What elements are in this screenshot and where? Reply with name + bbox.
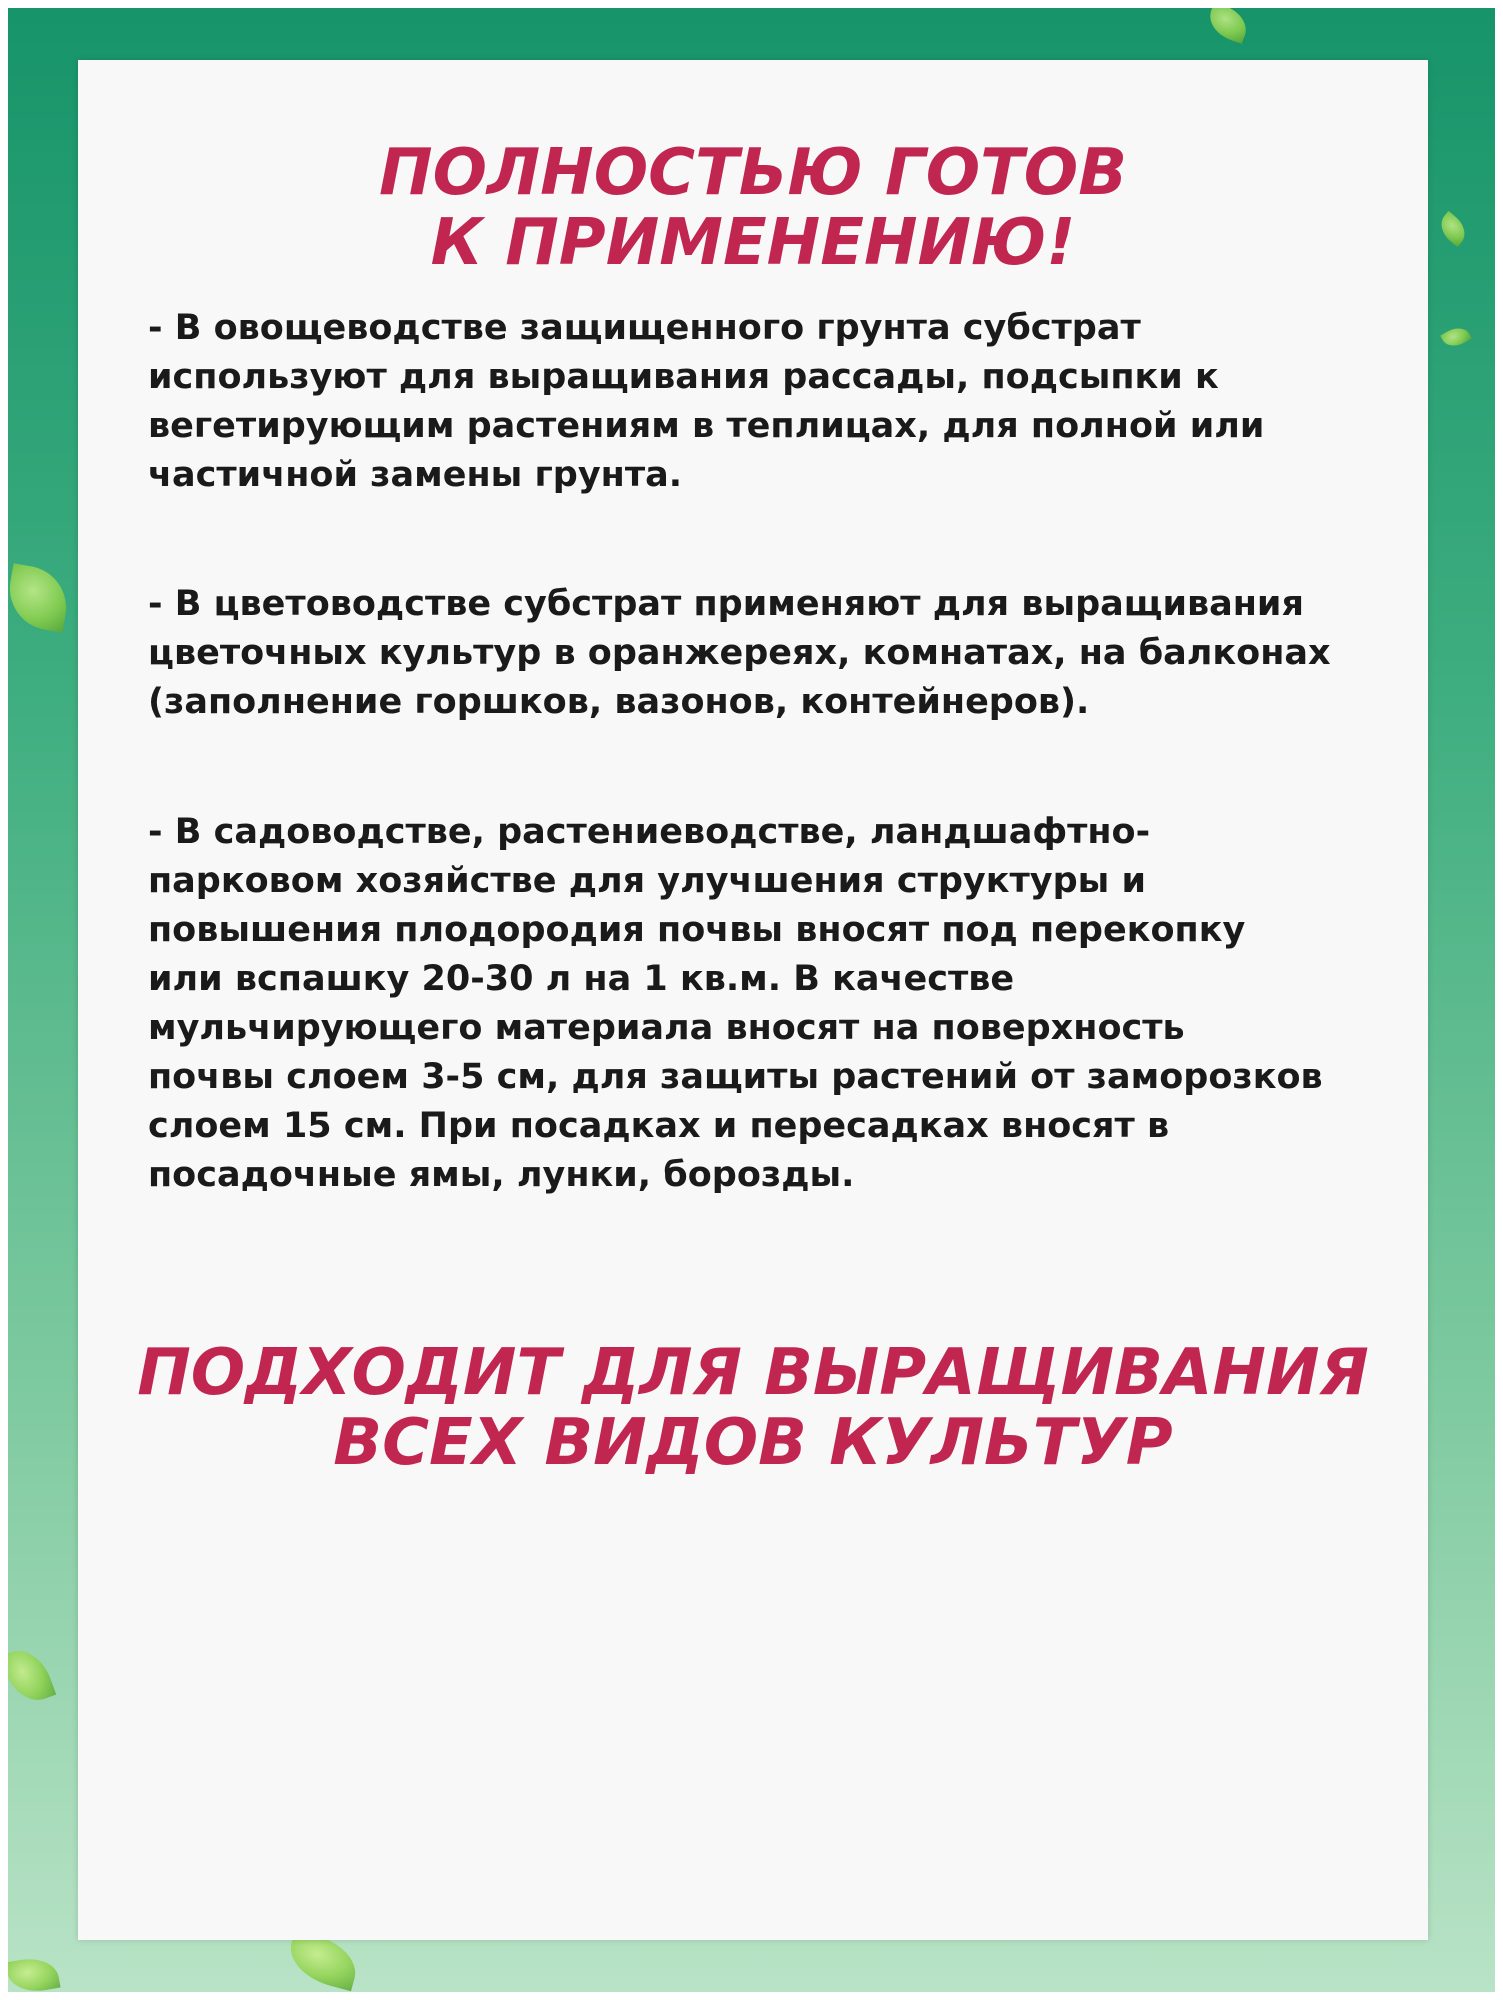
paragraph-flower-growing: - В цветоводстве субстрат применяют для выращивания цветочных культур в оранжереях, комнатах, на балконах (заполнение горшков, вазонов, контейнеров). (148, 584, 1331, 722)
leaf-decoration-right (1440, 323, 1472, 352)
content-panel (78, 60, 1428, 1940)
bottom-heading-line-1: ПОДХОДИТ ДЛЯ ВЫРАЩИВАНИЯ (137, 1336, 1369, 1410)
top-heading-line-1: ПОЛНОСТЬЮ ГОТОВ (379, 136, 1127, 210)
paragraph-vegetable-growing: - В овощеводстве защищенного грунта субстрат используют для выращивания рассады, подсыпки к вегетирующим растениям в теплицах, для полной или частичной замены грунта. (148, 308, 1265, 495)
paragraph-gardening: - В садоводстве, растениеводстве, ландшафтно- парковом хозяйстве для улучшения структуры и повышения плодородия почвы вносят под перекопку или вспашку 20-30 л на 1 кв.м. В качестве мульчирующего материала вносят на поверхность почвы слоем 3-5 см, для защиты растений от заморозков слоем 15 см. При посадках и пересадках вносят в посадочные ямы, лунки, борозды. (148, 812, 1323, 1195)
bottom-heading-line-2: ВСЕХ ВИДОВ КУЛЬТУР (333, 1406, 1173, 1480)
leaf-decoration-left (8, 563, 73, 633)
top-heading (78, 138, 1428, 278)
top-heading-line-2: К ПРИМЕНЕНИЮ! (430, 206, 1076, 280)
green-frame-background (8, 8, 1495, 1992)
leaf-decoration-bottom-left (8, 1954, 61, 1992)
leaf-decoration-top-right (1204, 8, 1252, 44)
leaf-decoration-left (8, 1643, 56, 1708)
bottom-heading (78, 1338, 1428, 1478)
leaf-decoration-right (1434, 211, 1471, 247)
